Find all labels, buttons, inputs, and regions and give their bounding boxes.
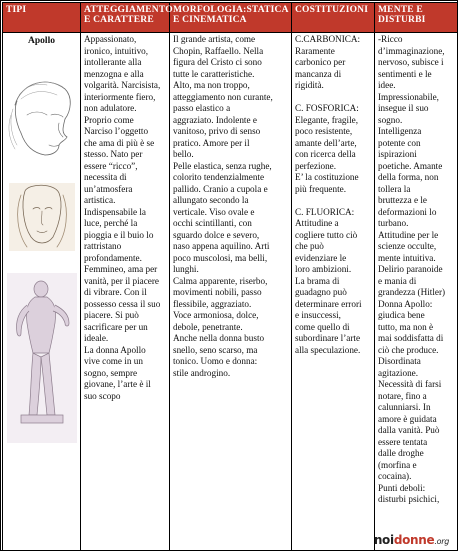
cell-attitude [81,33,170,552]
cell-type [3,33,81,552]
header-tipi: TIPI [3,3,81,33]
table-header-row [3,3,459,33]
type-name: Apollo [28,36,55,46]
profile-sketch-illustration [7,75,77,163]
table-row [3,33,459,552]
header-mente: MENTE E DISTURBI [375,3,459,33]
typology-table [2,2,458,551]
constitution-text: C.CARBONICA: Raramente carbonico per mancanza di rigidità. C. FOSFORICA: Elegante, fragile, poco resistente, amante dell’arte, con ricerca della perfezione. E’ la costituzione più frequente. C. FLUORICA: Attitudine a cogliere tutto ciò che può evidenziare le loro ambizioni. La brama di guadagno può determinare errori e insuccessi, come quello di subordinare l’arte alla speculazione. [295,34,362,355]
statue-illustration [7,273,77,443]
attitude-text: Appassionato, ironico, intuitivo, intollerante alla menzogna e alla volgarità. Narcisista, interiormente fiero, non adulatore. Proprio come Narciso l’oggetto che ama di più è se stesso. Nato per essere “ricco”, necessita di un’atmosfera artistica. Indispensabile la luce, perché la pioggia e il buio lo rattristano profondamente. Femmineo, ama per vanità, per il piacere di vibrare. Con il possesso cessa il suo piacere. Si può sacrificare per un ideale. La donna Apollo vive come in un sogno, sempre giovane, l’arte è il suo scopo [84,34,161,401]
watermark-suffix: .org [434,537,449,546]
morphology-text: Il grande artista, come Chopin, Raffaello. Nella figura del Cristo ci sono tutte le caratteristiche. Alto, ma non troppo, atteggiamento non curante, passo elastico a aggraziato. Indolente e vanitoso, privo di senso pratico. Amore per il bello. Pelle elastica, senza rughe, colorito tendenzialmente pallido. Cranio a cupola e allungato secondo la verticale. Viso ovale e occhi scintillanti, con sguardo dolce e severo, naso appena aquilino. Arti poco muscolosi, ma belli, lunghi. Calma apparente, riserbo, movimenti nobili, passo flessibile, aggraziato. Voce armoniosa, dolce, debole, penetrante. Anche nella donna busto snello, seno scarso, ma tonico. Uomo e donna: stile androgino. [173,34,273,378]
cell-morphology [170,33,292,552]
cell-constitution [292,33,375,552]
watermark-part-a: noi [373,533,394,547]
header-atteggiamento: ATTEGGIAMENTO E CARATTERE [81,3,170,33]
site-watermark [374,533,449,547]
mind-text: -Ricco d’immaginazione, nervoso, subisce i sentimenti e le idee. Impressionabile, insegue il suo sogno. Intelligenza potente con ispirazioni poetiche. Amante della forma, non tollera la bruttezza e le deformazioni lo turbano. Attitudine per le scienze occulte, mente intuitiva. Delirio paranoide e mania di grandezza (Hitler) Donna Apollo: giudica bene tutto, ma non è mai soddisfatta di ciò che produce. Disordinata agitazione. Necessità di farsi notare, fino a calunniarsi. In amore è guidata dalla vanità. Può essere tentata dalle droghe (morfina e cocaina). Punti deboli: disturbi psichici, [378,34,446,504]
header-costituzioni: COSTITUZIONI [292,3,375,33]
watermark-part-b: donne [393,533,435,547]
cell-mind [375,33,459,552]
header-morfologia: MORFOLOGIA:STATICA E CINEMATICA [170,3,292,33]
portrait-sketch-illustration [7,181,77,253]
